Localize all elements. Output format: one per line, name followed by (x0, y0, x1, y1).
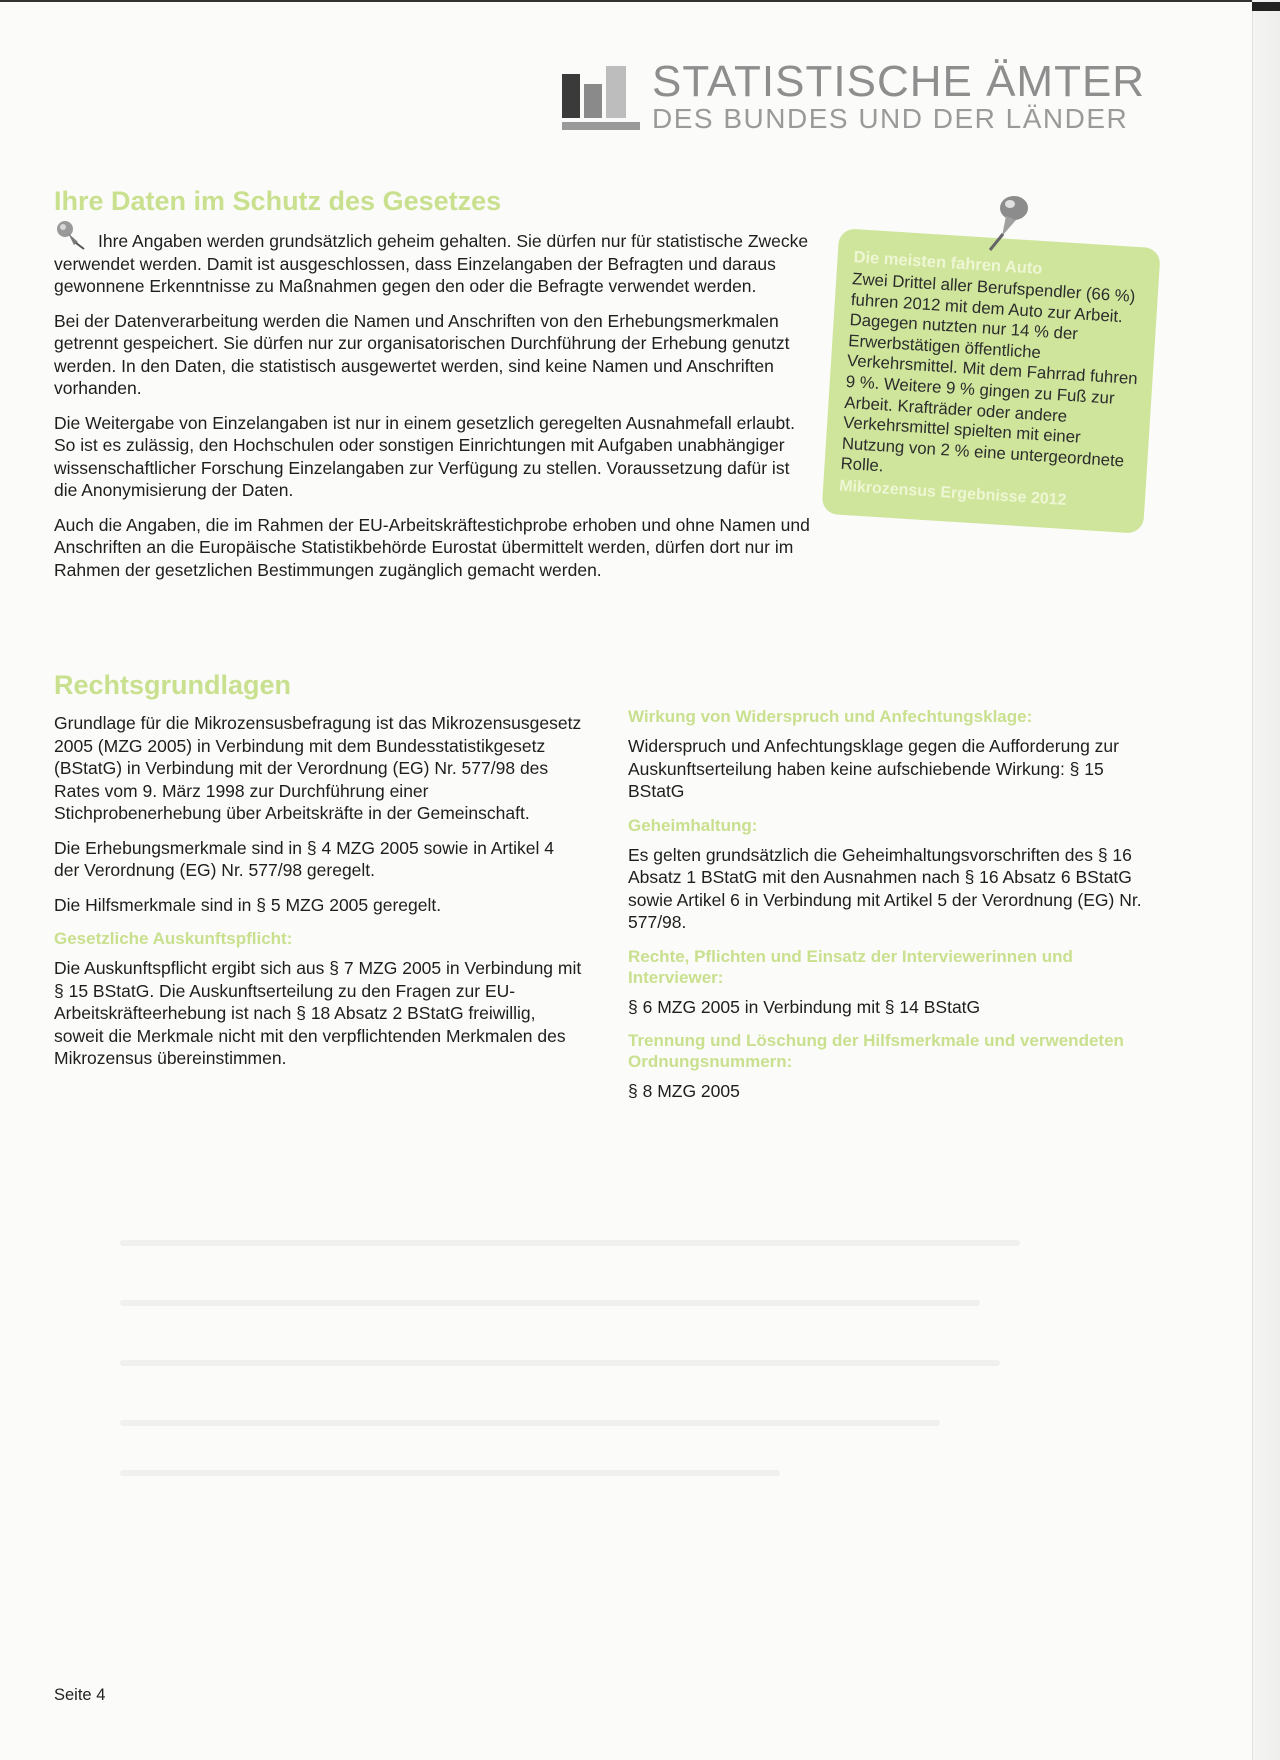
info-note-title: Die meisten fahren Auto (853, 248, 1043, 278)
info-note-text: Zwei Drittel aller Berufspendler (66 %) fuhren 2012 mit dem Auto zur Arbeit. Dagegen nutzten nur 14 % der Erwerbstätigen öffentliche Verkehrsmittel. Mit dem Fahrrad fuhren 9 %. Weitere 9 % gingen zu Fuß zur Arbeit. Krafträder oder andere Verkehrsmittel spielten mit einer Nutzung von 2 % eine untergeordnete Rolle. (840, 269, 1139, 476)
show-through-line (120, 1470, 780, 1476)
page-edge (1252, 0, 1280, 1760)
page-edge-mark (1252, 2, 1280, 11)
subheading-deletion: Trennung und Löschung der Hilfsmerkmale und verwendeten Ordnungsnummern: (628, 1031, 1124, 1071)
privacy-text-block (54, 230, 814, 593)
legal-paragraph: Es gelten grundsätzlich die Geheimhaltungsvorschriften des § 16 Absatz 1 BStatG mit den Ausnahmen nach § 16 Absatz 6 BStatG sowie Artikel 6 in Verbindung mit Artikel 5 der Verordnung (EG) Nr. 577/98. (628, 844, 1142, 932)
show-through-line (120, 1300, 980, 1306)
legal-right-column (628, 700, 1148, 1115)
pushpin-icon (972, 192, 1042, 254)
subheading-duty: Gesetzliche Auskunftspflicht: (54, 929, 293, 948)
privacy-paragraph: Die Weitergabe von Einzelangaben ist nur in einem gesetzlich geregelten Ausnahmefall erlaubt. So ist es zulässig, den Hochschulen oder sonstigen Einrichtungen mit Aufgaben unabhängiger wissenschaftlicher Forschung Einzelangaben zur Verfügung zu stellen. Voraussetzung dafür ist die Anonymisierung der Daten. (54, 412, 795, 500)
privacy-paragraph: Auch die Angaben, die im Rahmen der EU-Arbeitskräftestichprobe erhoben und ohne Namen und Anschriften an die Europäische Statistikbehörde Eurostat übermittelt werden, dürfen dort nur im Rahmen der gesetzlichen Bestimmungen zugänglich gemacht werden. (54, 514, 810, 580)
logo-subtitle: DES BUNDES UND DER LÄNDER (652, 103, 1129, 134)
legal-left-column (54, 712, 584, 1082)
page-number: Seite 4 (54, 1686, 106, 1704)
privacy-paragraph: Bei der Datenverarbeitung werden die Namen und Anschriften von den Erhebungsmerkmalen getrennt gespeichert. Sie dürfen nur zur organisatorischen Durchführung der Erhebung genutzt werden. In den Daten, die statistisch ausgewertet werden, sind keine Namen und Anschriften vorhanden. (54, 310, 790, 398)
privacy-paragraph: Ihre Angaben werden grundsätzlich geheim gehalten. Sie dürfen nur für statistische Zwecke verwendet werden. Damit ist ausgeschlossen, dass Einzelangaben der Befragten und daraus gewonnene Erkenntnisse zu Maßnahmen gegen den oder die Befragte verwendet werden. (54, 231, 809, 296)
legal-paragraph: Grundlage für die Mikrozensusbefragung ist das Mikrozensusgesetz 2005 (MZG 2005) in Verbindung mit dem Bundesstatistikgesetz (BStatG) in Verbindung mit der Verordnung (EG) Nr. 577/98 des Rates vom 9. März 1998 zur Durchführung einer Stichprobenerhebung über Arbeitskräfte in der Gemeinschaft. (54, 713, 582, 823)
legal-paragraph: § 6 MZG 2005 in Verbindung mit § 14 BStatG (628, 996, 981, 1017)
info-note-source: Mikrozensus Ergebnisse 2012 (838, 477, 1067, 509)
show-through-line (120, 1360, 1000, 1366)
show-through-line (120, 1240, 1020, 1246)
statistics-office-logo (562, 57, 1162, 134)
subheading-interviewers: Rechte, Pflichten und Einsatz der Interviewerinnen und Interviewer: (628, 946, 1073, 987)
section-heading-legal: Rechtsgrundlagen (54, 670, 292, 700)
legal-paragraph: Die Auskunftspflicht ergibt sich aus § 7 MZG 2005 in Verbindung mit § 15 BStatG. Die Auskunftserteilung zu den Fragen zur EU-Arbeitskräfteerhebung ist nach § 18 Absatz 2 BStatG freiwillig, soweit die Merkmale nicht mit den verpflichtenden Merkmalen des Mikrozensus übereinstimmen. (54, 958, 582, 1068)
subheading-objection: Wirkung von Widerspruch und Anfechtungsklage: (628, 707, 1033, 726)
legal-paragraph: Die Hilfsmerkmale sind in § 5 MZG 2005 geregelt. (54, 894, 442, 915)
legal-paragraph: Widerspruch und Anfechtungsklage gegen die Aufforderung zur Auskunftserteilung haben keine aufschiebende Wirkung: § 15 BStatG (628, 736, 1119, 801)
subheading-confidentiality: Geheimhaltung: (628, 815, 758, 835)
show-through-line (120, 1420, 940, 1426)
legal-paragraph: § 8 MZG 2005 (628, 1081, 740, 1101)
section-heading-privacy: Ihre Daten im Schutz des Gesetzes (54, 186, 502, 216)
info-note-card (821, 228, 1160, 534)
logo-bars-icon (562, 64, 640, 132)
top-edge-rule (0, 0, 1280, 2)
info-note (821, 228, 1161, 538)
logo-title: STATISTISCHE ÄMTER (652, 57, 1146, 106)
legal-paragraph: Die Erhebungsmerkmale sind in § 4 MZG 2005 sowie in Artikel 4 der Verordnung (EG) Nr. 577/98 geregelt. (54, 837, 554, 880)
